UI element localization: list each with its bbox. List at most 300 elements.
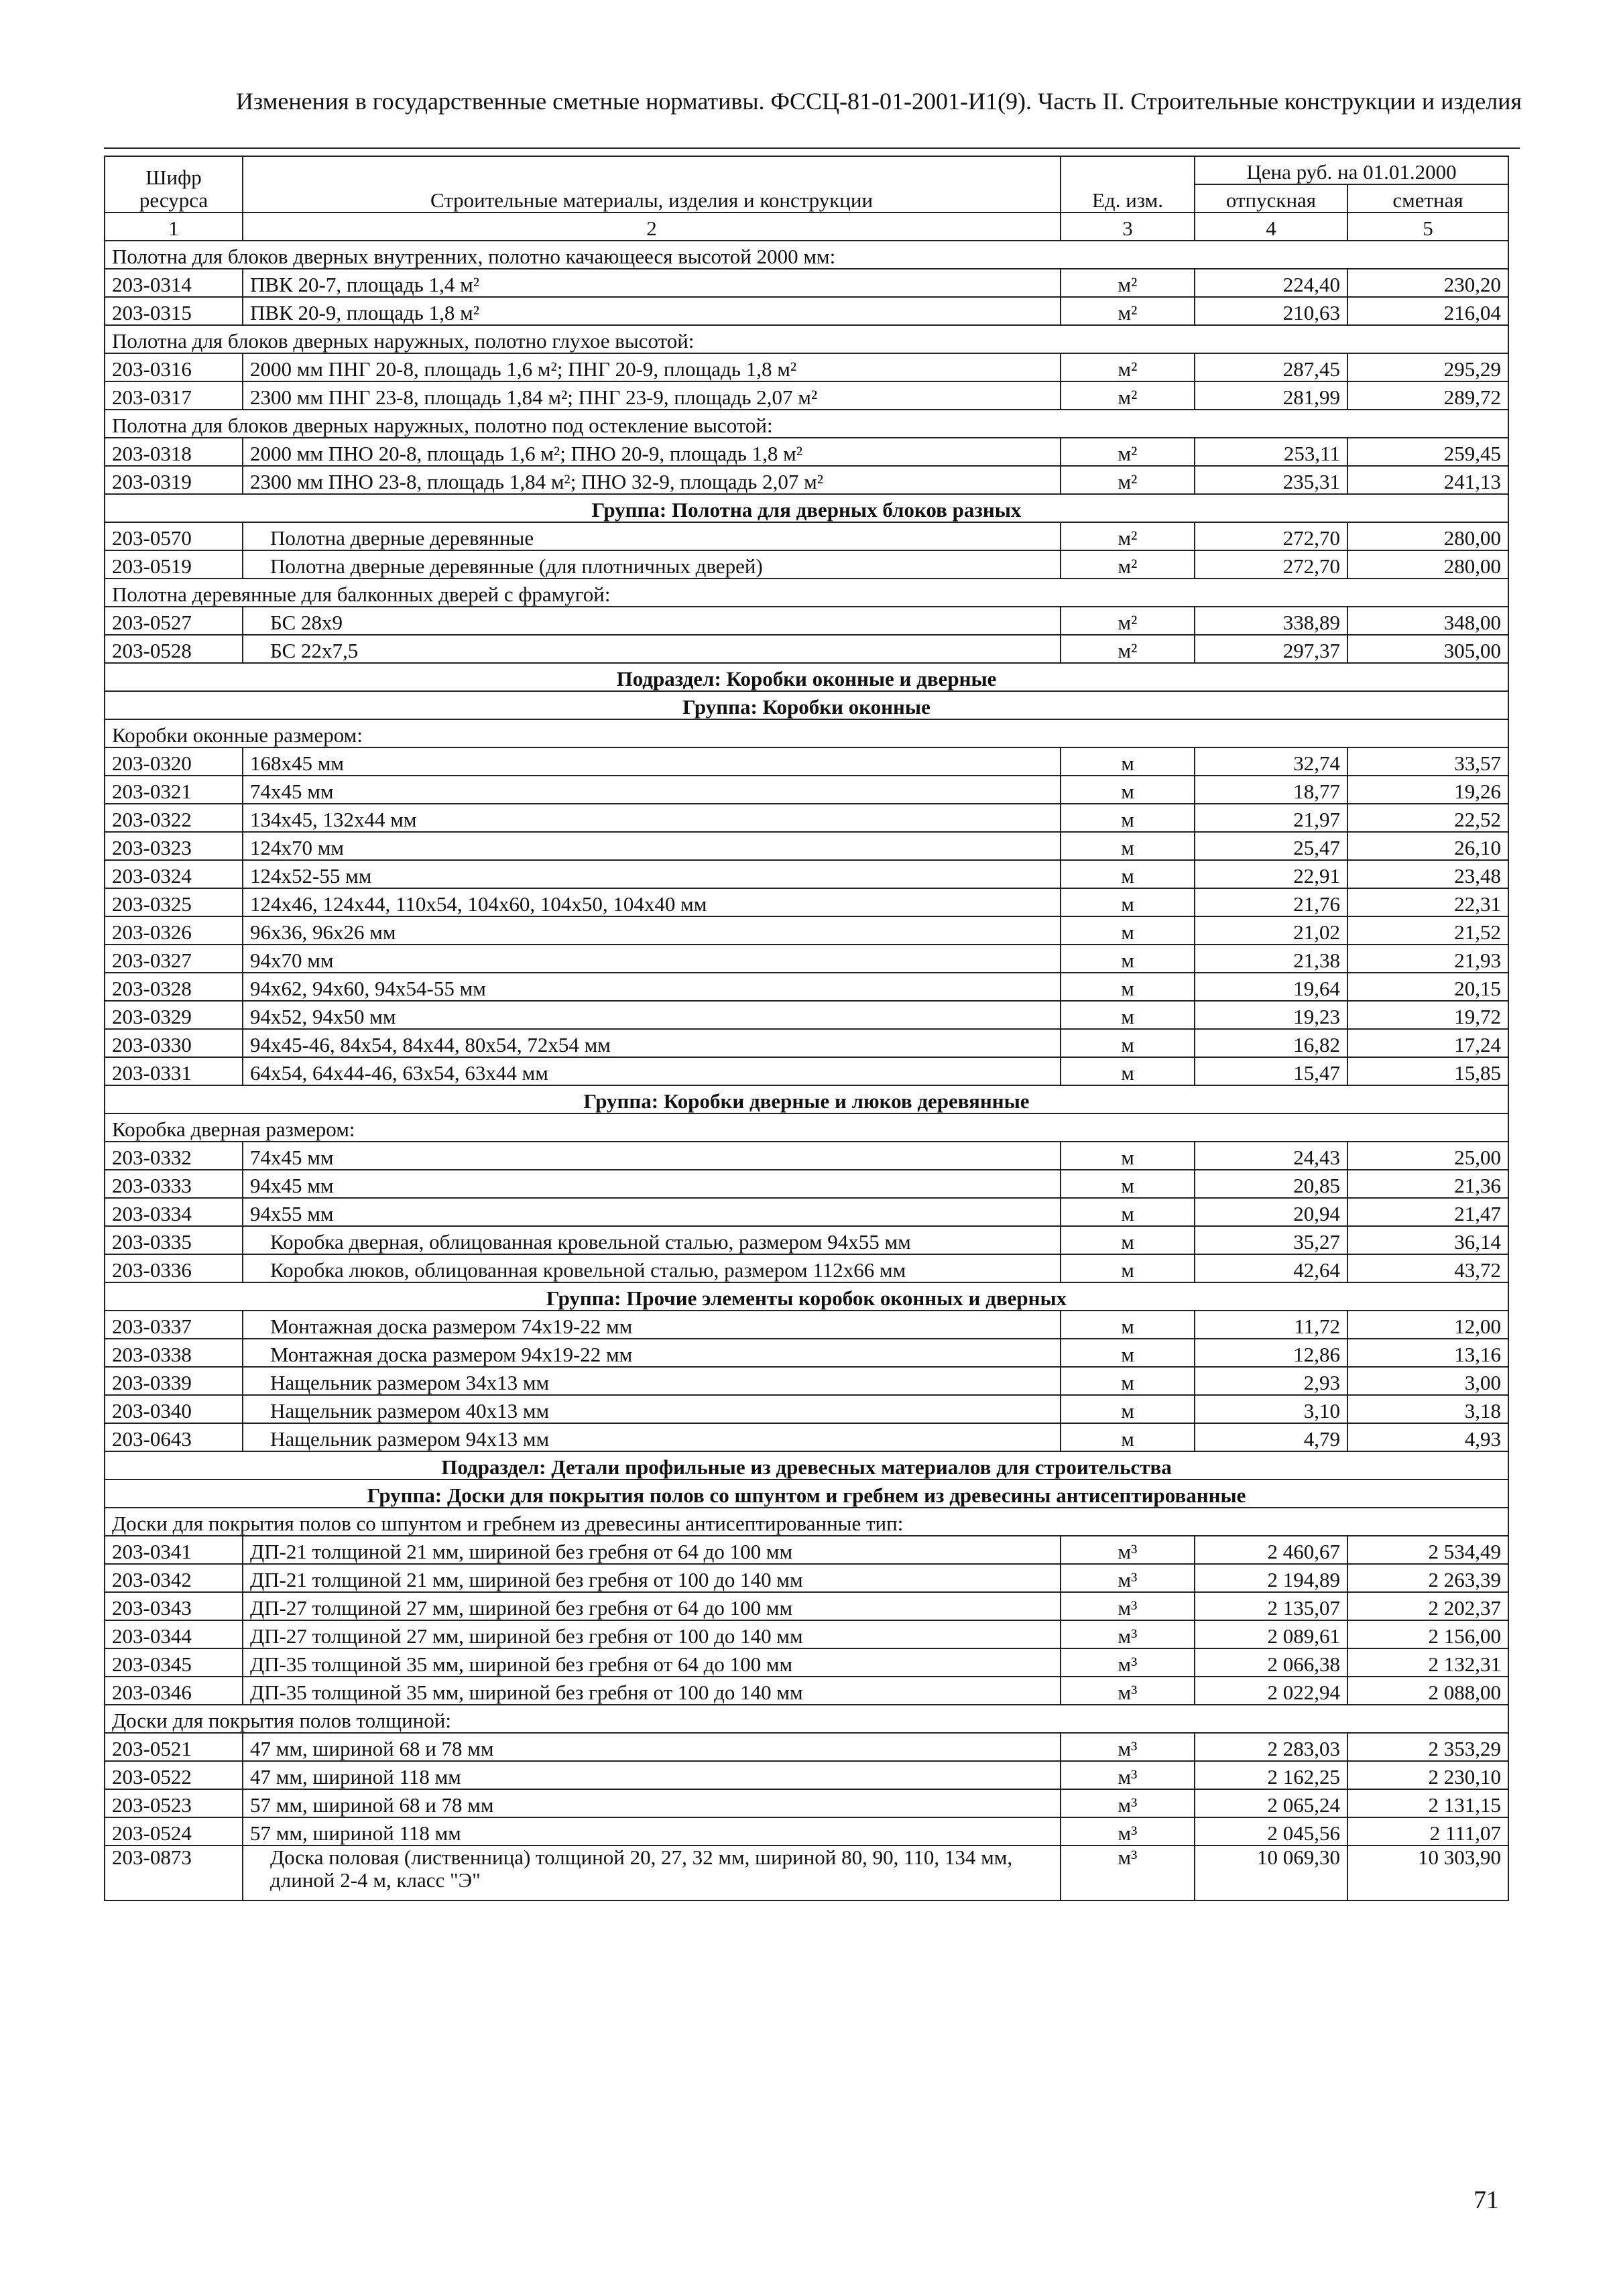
release-price: 42,64: [1195, 1254, 1347, 1282]
item-name: 96х36, 96х26 мм: [243, 916, 1061, 945]
release-price: 2 283,03: [1195, 1733, 1347, 1761]
unit: м: [1061, 973, 1195, 1001]
resource-code: 203-0337: [105, 1311, 243, 1339]
item-name: ПВК 20-9, площадь 1,8 м²: [243, 297, 1061, 325]
estimate-price: 295,29: [1347, 353, 1508, 381]
table-row: [105, 1311, 1508, 1339]
subheading-row: [105, 1508, 1508, 1536]
item-name: Нащельник размером 34х13 мм: [243, 1367, 1061, 1395]
estimate-price: 13,16: [1347, 1339, 1508, 1367]
item-name: ДП-21 толщиной 21 мм, шириной без гребня от 64 до 100 мм: [243, 1536, 1061, 1564]
table-row: [105, 1733, 1508, 1761]
table-row: [105, 1142, 1508, 1170]
release-price: 224,40: [1195, 269, 1347, 297]
table-row: [105, 353, 1508, 381]
estimate-price: 280,00: [1347, 522, 1508, 550]
table-row: [105, 945, 1508, 973]
release-price: 21,02: [1195, 916, 1347, 945]
resource-code: 203-0523: [105, 1789, 243, 1817]
release-price: 3,10: [1195, 1395, 1347, 1423]
resource-code: 203-0333: [105, 1170, 243, 1198]
resource-code: 203-0326: [105, 916, 243, 945]
unit: м: [1061, 1254, 1195, 1282]
resource-code: 203-0519: [105, 550, 243, 579]
resource-code: 203-0324: [105, 860, 243, 888]
unit: м: [1061, 804, 1195, 832]
unit: м²: [1061, 550, 1195, 579]
unit: м³: [1061, 1648, 1195, 1677]
subheading: Доски для покрытия полов со шпунтом и гребнем из древесины антисептированные тип:: [105, 1508, 1508, 1536]
unit: м³: [1061, 1846, 1195, 1900]
subheading-row: [105, 241, 1508, 269]
resource-code: 203-0315: [105, 297, 243, 325]
item-name: Полотна дверные деревянные (для плотничных дверей): [243, 550, 1061, 579]
unit: м³: [1061, 1592, 1195, 1620]
item-name: Монтажная доска размером 94х19-22 мм: [243, 1339, 1061, 1367]
table-row: [105, 635, 1508, 663]
estimate-price: 2 263,39: [1347, 1564, 1508, 1592]
unit: м³: [1061, 1761, 1195, 1789]
item-name: 2300 мм ПНГ 23-8, площадь 1,84 м²; ПНГ 23-9, площадь 2,07 м²: [243, 381, 1061, 410]
item-name: 168х45 мм: [243, 747, 1061, 776]
estimate-price: 12,00: [1347, 1311, 1508, 1339]
item-name: 124х52-55 мм: [243, 860, 1061, 888]
resource-code: 203-0323: [105, 832, 243, 860]
unit: м: [1061, 888, 1195, 916]
estimate-price: 2 202,37: [1347, 1592, 1508, 1620]
estimate-price: 10 303,90: [1347, 1846, 1508, 1900]
item-name: ДП-35 толщиной 35 мм, шириной без гребня от 64 до 100 мм: [243, 1648, 1061, 1677]
resource-code: 203-0322: [105, 804, 243, 832]
release-price: 15,47: [1195, 1057, 1347, 1085]
item-name: 2000 мм ПНГ 20-8, площадь 1,6 м²; ПНГ 20-9, площадь 1,8 м²: [243, 353, 1061, 381]
item-name: Полотна дверные деревянные: [243, 522, 1061, 550]
subheading: Полотна для блоков дверных внутренних, полотно качающееся высотой 2000 мм:: [105, 241, 1508, 269]
estimate-price: 305,00: [1347, 635, 1508, 663]
estimate-price: 20,15: [1347, 973, 1508, 1001]
item-name: 57 мм, шириной 118 мм: [243, 1817, 1061, 1846]
unit: м²: [1061, 438, 1195, 466]
unit: м: [1061, 1057, 1195, 1085]
release-price: 21,38: [1195, 945, 1347, 973]
table-row: [105, 1226, 1508, 1254]
table-row: [105, 1846, 1508, 1900]
item-name: Нащельник размером 40х13 мм: [243, 1395, 1061, 1423]
unit: м: [1061, 1367, 1195, 1395]
resource-code: 203-0328: [105, 973, 243, 1001]
unit: м: [1061, 860, 1195, 888]
resource-code: 203-0521: [105, 1733, 243, 1761]
resource-code: 203-0320: [105, 747, 243, 776]
table-row: [105, 1817, 1508, 1846]
release-price: 2 460,67: [1195, 1536, 1347, 1564]
group-row: [105, 1282, 1508, 1311]
item-name: Нащельник размером 94х13 мм: [243, 1423, 1061, 1451]
resource-code: 203-0314: [105, 269, 243, 297]
resource-code: 203-0345: [105, 1648, 243, 1677]
unit: м: [1061, 1423, 1195, 1451]
unit: м²: [1061, 269, 1195, 297]
estimate-price: 280,00: [1347, 550, 1508, 579]
release-price: 235,31: [1195, 466, 1347, 494]
table-row: [105, 1254, 1508, 1282]
estimate-price: 2 534,49: [1347, 1536, 1508, 1564]
unit: м³: [1061, 1620, 1195, 1648]
estimate-price: 22,31: [1347, 888, 1508, 916]
release-price: 281,99: [1195, 381, 1347, 410]
resource-code: 203-0330: [105, 1029, 243, 1057]
item-name: ДП-27 толщиной 27 мм, шириной без гребня от 100 до 140 мм: [243, 1620, 1061, 1648]
estimate-price: 25,00: [1347, 1142, 1508, 1170]
unit: м: [1061, 1339, 1195, 1367]
column-number: 2: [243, 213, 1061, 241]
unit: м³: [1061, 1677, 1195, 1705]
item-name: Коробка люков, облицованная кровельной сталью, размером 112х66 мм: [243, 1254, 1061, 1282]
unit: м: [1061, 916, 1195, 945]
item-name: Коробка дверная, облицованная кровельной сталью, размером 94х55 мм: [243, 1226, 1061, 1254]
section-row: [105, 663, 1508, 691]
table-row: [105, 860, 1508, 888]
table-row: [105, 1339, 1508, 1367]
release-price: 16,82: [1195, 1029, 1347, 1057]
column-numbers-row: [105, 213, 1508, 241]
resource-code: 203-0643: [105, 1423, 243, 1451]
page-header: Изменения в государственные сметные нормативы. ФССЦ-81-01-2001-И1(9). Часть II. Строительные конструкции и изделия: [235, 88, 1522, 115]
resource-code: 203-0343: [105, 1592, 243, 1620]
subheading-row: [105, 579, 1508, 607]
item-name: ДП-27 толщиной 27 мм, шириной без гребня от 64 до 100 мм: [243, 1592, 1061, 1620]
release-price: 19,64: [1195, 973, 1347, 1001]
item-name: ПВК 20-7, площадь 1,4 м²: [243, 269, 1061, 297]
resource-code: 203-0335: [105, 1226, 243, 1254]
unit: м: [1061, 1311, 1195, 1339]
table-row: [105, 1395, 1508, 1423]
unit: м: [1061, 1170, 1195, 1198]
unit: м³: [1061, 1733, 1195, 1761]
release-price: 2,93: [1195, 1367, 1347, 1395]
group-row: [105, 494, 1508, 522]
subheading: Коробка дверная размером:: [105, 1113, 1508, 1142]
estimate-price: 289,72: [1347, 381, 1508, 410]
resource-code: 203-0522: [105, 1761, 243, 1789]
resource-code: 203-0528: [105, 635, 243, 663]
estimate-price: 216,04: [1347, 297, 1508, 325]
estimate-price: 19,26: [1347, 776, 1508, 804]
item-name: 124х70 мм: [243, 832, 1061, 860]
resource-code: 203-0329: [105, 1001, 243, 1029]
resource-code: 203-0524: [105, 1817, 243, 1846]
subheading: Доски для покрытия полов толщиной:: [105, 1705, 1508, 1733]
item-name: 124х46, 124х44, 110х54, 104х60, 104х50, 104х40 мм: [243, 888, 1061, 916]
estimate-price: 2 088,00: [1347, 1677, 1508, 1705]
page-number: 71: [1474, 2186, 1499, 2214]
group-title: Группа: Прочие элементы коробок оконных и дверных: [105, 1282, 1508, 1311]
unit: м: [1061, 945, 1195, 973]
unit: м: [1061, 1142, 1195, 1170]
item-name: 47 мм, шириной 118 мм: [243, 1761, 1061, 1789]
group-row: [105, 1085, 1508, 1113]
estimate-price: 36,14: [1347, 1226, 1508, 1254]
release-price: 20,85: [1195, 1170, 1347, 1198]
estimate-price: 241,13: [1347, 466, 1508, 494]
unit: м²: [1061, 381, 1195, 410]
column-number: 5: [1347, 213, 1508, 241]
estimate-price: 2 156,00: [1347, 1620, 1508, 1648]
table-row: [105, 1592, 1508, 1620]
table-row: [105, 1170, 1508, 1198]
release-price: 287,45: [1195, 353, 1347, 381]
table-row: [105, 916, 1508, 945]
item-name: 94х70 мм: [243, 945, 1061, 973]
item-name: 94х55 мм: [243, 1198, 1061, 1226]
release-price: 12,86: [1195, 1339, 1347, 1367]
release-price: 2 135,07: [1195, 1592, 1347, 1620]
release-price: 210,63: [1195, 297, 1347, 325]
section-title: Подраздел: Детали профильные из древесных материалов для строительства: [105, 1451, 1508, 1479]
resource-code: 203-0327: [105, 945, 243, 973]
unit: м: [1061, 1029, 1195, 1057]
estimate-price: 17,24: [1347, 1029, 1508, 1057]
release-price: 297,37: [1195, 635, 1347, 663]
price-table: [104, 156, 1509, 1901]
group-row: [105, 691, 1508, 719]
table-row: [105, 438, 1508, 466]
release-price: 24,43: [1195, 1142, 1347, 1170]
subheading: Полотна для блоков дверных наружных, полотно под остекление высотой:: [105, 410, 1508, 438]
table-row: [105, 550, 1508, 579]
subheading-row: [105, 719, 1508, 747]
column-number: 4: [1195, 213, 1347, 241]
release-price: 272,70: [1195, 522, 1347, 550]
resource-code: 203-0340: [105, 1395, 243, 1423]
resource-code: 203-0873: [105, 1846, 243, 1900]
table-row: [105, 1423, 1508, 1451]
item-name: 134х45, 132х44 мм: [243, 804, 1061, 832]
item-name: 2300 мм ПНО 23-8, площадь 1,84 м²; ПНО 32-9, площадь 2,07 м²: [243, 466, 1061, 494]
release-price: 2 045,56: [1195, 1817, 1347, 1846]
table-row: [105, 1620, 1508, 1648]
table-row: [105, 607, 1508, 635]
item-name: 94х45 мм: [243, 1170, 1061, 1198]
release-price: 35,27: [1195, 1226, 1347, 1254]
table-row: [105, 1536, 1508, 1564]
estimate-price: 26,10: [1347, 832, 1508, 860]
subheading: Полотна деревянные для балконных дверей с фрамугой:: [105, 579, 1508, 607]
column-header-price: Цена руб. на 01.01.2000: [1195, 156, 1508, 184]
item-name: 94х45-46, 84х54, 84х44, 80х54, 72х54 мм: [243, 1029, 1061, 1057]
item-name: 2000 мм ПНО 20-8, площадь 1,6 м²; ПНО 20-9, площадь 1,8 м²: [243, 438, 1061, 466]
estimate-price: 33,57: [1347, 747, 1508, 776]
group-title: Группа: Коробки оконные: [105, 691, 1508, 719]
table-row: [105, 297, 1508, 325]
table-row: [105, 804, 1508, 832]
release-price: 20,94: [1195, 1198, 1347, 1226]
resource-code: 203-0346: [105, 1677, 243, 1705]
resource-code: 203-0527: [105, 607, 243, 635]
subheading-row: [105, 1705, 1508, 1733]
table-row: [105, 832, 1508, 860]
item-name: 47 мм, шириной 68 и 78 мм: [243, 1733, 1061, 1761]
estimate-price: 21,47: [1347, 1198, 1508, 1226]
estimate-price: 259,45: [1347, 438, 1508, 466]
table-row: [105, 1029, 1508, 1057]
estimate-price: 43,72: [1347, 1254, 1508, 1282]
release-price: 11,72: [1195, 1311, 1347, 1339]
table-row: [105, 973, 1508, 1001]
subheading: Коробки оконные размером:: [105, 719, 1508, 747]
release-price: 10 069,30: [1195, 1846, 1347, 1900]
resource-code: 203-0325: [105, 888, 243, 916]
unit: м: [1061, 1198, 1195, 1226]
estimate-price: 23,48: [1347, 860, 1508, 888]
estimate-price: 4,93: [1347, 1423, 1508, 1451]
table-row: [105, 1367, 1508, 1395]
estimate-price: 3,18: [1347, 1395, 1508, 1423]
table-row: [105, 776, 1508, 804]
unit: м²: [1061, 466, 1195, 494]
unit: м: [1061, 1226, 1195, 1254]
resource-code: 203-0317: [105, 381, 243, 410]
release-price: 19,23: [1195, 1001, 1347, 1029]
unit: м³: [1061, 1564, 1195, 1592]
unit: м³: [1061, 1789, 1195, 1817]
item-name: 57 мм, шириной 68 и 78 мм: [243, 1789, 1061, 1817]
resource-code: 203-0339: [105, 1367, 243, 1395]
item-name: Доска половая (лиственница) толщиной 20, 27, 32 мм, шириной 80, 90, 110, 134 мм, длиной 2-4 м, класс "Э": [243, 1846, 1061, 1900]
unit: м³: [1061, 1817, 1195, 1846]
table-row: [105, 888, 1508, 916]
subheading-row: [105, 325, 1508, 353]
header-rule: [104, 147, 1520, 149]
item-name: 74х45 мм: [243, 1142, 1061, 1170]
unit: м: [1061, 1395, 1195, 1423]
resource-code: 203-0321: [105, 776, 243, 804]
estimate-price: 21,36: [1347, 1170, 1508, 1198]
group-title: Группа: Доски для покрытия полов со шпунтом и гребнем из древесины антисептированные: [105, 1479, 1508, 1508]
table-row: [105, 269, 1508, 297]
resource-code: 203-0344: [105, 1620, 243, 1648]
table-row: [105, 1001, 1508, 1029]
resource-code: 203-0334: [105, 1198, 243, 1226]
resource-code: 203-0341: [105, 1536, 243, 1564]
table-row: [105, 466, 1508, 494]
item-name: 94х52, 94х50 мм: [243, 1001, 1061, 1029]
release-price: 25,47: [1195, 832, 1347, 860]
estimate-price: 2 111,07: [1347, 1817, 1508, 1846]
group-row: [105, 1479, 1508, 1508]
unit: м: [1061, 832, 1195, 860]
table-row: [105, 1057, 1508, 1085]
resource-code: 203-0316: [105, 353, 243, 381]
resource-code: 203-0570: [105, 522, 243, 550]
release-price: 2 066,38: [1195, 1648, 1347, 1677]
table-row: [105, 1648, 1508, 1677]
column-header-release: отпускная: [1195, 184, 1347, 213]
release-price: 2 162,25: [1195, 1761, 1347, 1789]
release-price: 21,76: [1195, 888, 1347, 916]
estimate-price: 21,93: [1347, 945, 1508, 973]
unit: м³: [1061, 1536, 1195, 1564]
resource-code: 203-0331: [105, 1057, 243, 1085]
estimate-price: 2 353,29: [1347, 1733, 1508, 1761]
item-name: 74х45 мм: [243, 776, 1061, 804]
estimate-price: 348,00: [1347, 607, 1508, 635]
unit: м: [1061, 747, 1195, 776]
release-price: 253,11: [1195, 438, 1347, 466]
release-price: 2 089,61: [1195, 1620, 1347, 1648]
item-name: БС 28х9: [243, 607, 1061, 635]
table-row: [105, 747, 1508, 776]
column-header-code: Шифр ресурса: [105, 156, 243, 213]
release-price: 32,74: [1195, 747, 1347, 776]
item-name: БС 22х7,5: [243, 635, 1061, 663]
table-row: [105, 1198, 1508, 1226]
resource-code: 203-0319: [105, 466, 243, 494]
estimate-price: 15,85: [1347, 1057, 1508, 1085]
table-row: [105, 522, 1508, 550]
estimate-price: 2 132,31: [1347, 1648, 1508, 1677]
group-title: Группа: Коробки дверные и люков деревянные: [105, 1085, 1508, 1113]
subheading: Полотна для блоков дверных наружных, полотно глухое высотой:: [105, 325, 1508, 353]
group-title: Группа: Полотна для дверных блоков разных: [105, 494, 1508, 522]
table-row: [105, 381, 1508, 410]
estimate-price: 21,52: [1347, 916, 1508, 945]
resource-code: 203-0318: [105, 438, 243, 466]
resource-code: 203-0332: [105, 1142, 243, 1170]
estimate-price: 22,52: [1347, 804, 1508, 832]
item-name: ДП-21 толщиной 21 мм, шириной без гребня от 100 до 140 мм: [243, 1564, 1061, 1592]
column-header-unit: Ед. изм.: [1061, 156, 1195, 213]
release-price: 2 194,89: [1195, 1564, 1347, 1592]
column-header-estimate: сметная: [1347, 184, 1508, 213]
release-price: 4,79: [1195, 1423, 1347, 1451]
estimate-price: 2 230,10: [1347, 1761, 1508, 1789]
unit: м²: [1061, 297, 1195, 325]
release-price: 2 065,24: [1195, 1789, 1347, 1817]
column-number: 1: [105, 213, 243, 241]
table-row: [105, 1789, 1508, 1817]
section-row: [105, 1451, 1508, 1479]
estimate-price: 230,20: [1347, 269, 1508, 297]
release-price: 272,70: [1195, 550, 1347, 579]
unit: м²: [1061, 635, 1195, 663]
item-name: 64х54, 64х44-46, 63х54, 63х44 мм: [243, 1057, 1061, 1085]
resource-code: 203-0342: [105, 1564, 243, 1592]
table-row: [105, 1564, 1508, 1592]
resource-code: 203-0338: [105, 1339, 243, 1367]
table-header-row: [105, 156, 1508, 184]
column-number: 3: [1061, 213, 1195, 241]
estimate-price: 3,00: [1347, 1367, 1508, 1395]
estimate-price: 19,72: [1347, 1001, 1508, 1029]
resource-code: 203-0336: [105, 1254, 243, 1282]
release-price: 2 022,94: [1195, 1677, 1347, 1705]
subheading-row: [105, 1113, 1508, 1142]
release-price: 338,89: [1195, 607, 1347, 635]
unit: м²: [1061, 522, 1195, 550]
unit: м: [1061, 1001, 1195, 1029]
item-name: Монтажная доска размером 74х19-22 мм: [243, 1311, 1061, 1339]
estimate-price: 2 131,15: [1347, 1789, 1508, 1817]
subheading-row: [105, 410, 1508, 438]
column-header-name: Строительные материалы, изделия и конструкции: [243, 156, 1061, 213]
release-price: 21,97: [1195, 804, 1347, 832]
table-row: [105, 1761, 1508, 1789]
unit: м²: [1061, 353, 1195, 381]
table-row: [105, 1677, 1508, 1705]
item-name: ДП-35 толщиной 35 мм, шириной без гребня от 100 до 140 мм: [243, 1677, 1061, 1705]
unit: м²: [1061, 607, 1195, 635]
